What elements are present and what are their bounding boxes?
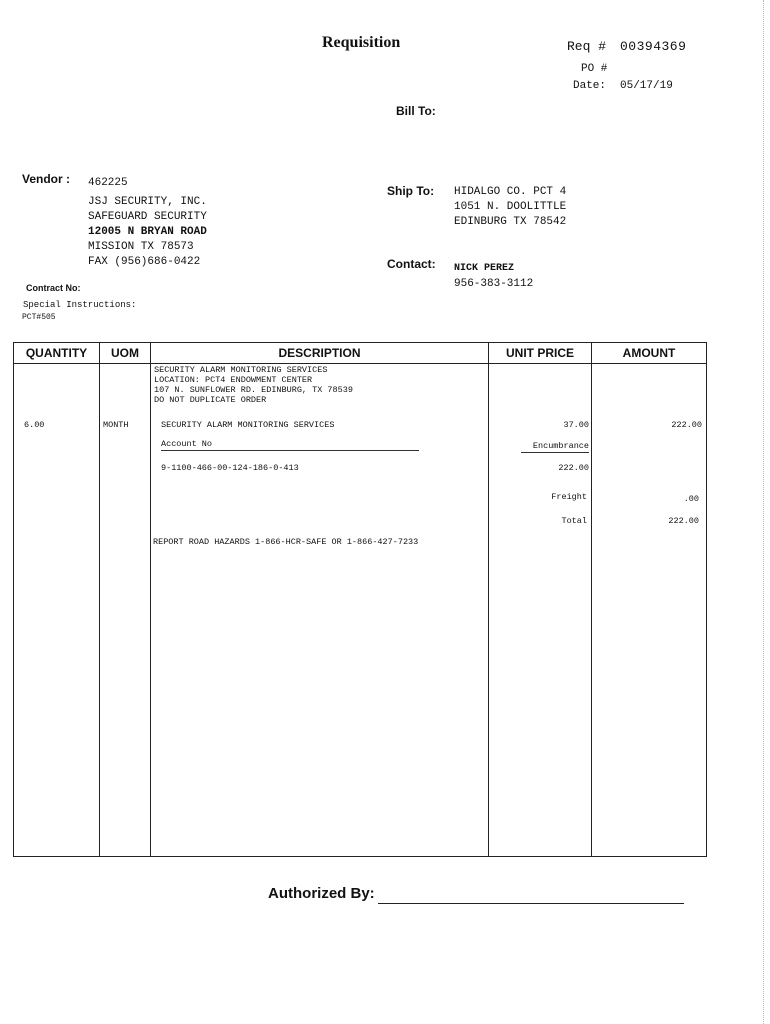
description-notes: [154, 365, 353, 405]
col-header-quantity: QUANTITY: [25, 346, 88, 360]
contract-label: Contract No:: [26, 283, 81, 293]
account-number: 9-1100-466-00-124-186-0-413: [161, 463, 299, 473]
contact-phone: 956-383-3112: [454, 278, 534, 290]
ship-to-address: [454, 185, 566, 230]
po-label: PO #: [581, 63, 608, 75]
encumbrance-label: Encumbrance: [532, 441, 589, 451]
column-divider: [488, 343, 489, 856]
item-amount: 222.00: [671, 420, 702, 430]
ship-to-line: HIDALGO CO. PCT 4: [454, 186, 567, 198]
vendor-line: MISSION TX 78573: [88, 241, 194, 253]
vendor-label: Vendor :: [22, 172, 71, 186]
item-unit-price: 37.00: [563, 420, 589, 430]
freight-value: .00: [683, 494, 699, 504]
vendor-line: SAFEGUARD SECURITY: [88, 211, 207, 223]
road-hazards-note: REPORT ROAD HAZARDS 1-866-HCR-SAFE OR 1-866-427-7233: [153, 537, 419, 547]
req-label: Req #: [567, 39, 607, 54]
special-instructions-value: PCT#505: [22, 313, 56, 322]
date-label: Date:: [573, 80, 607, 92]
total-label: Total: [561, 516, 587, 526]
total-value: 222.00: [668, 516, 699, 526]
account-label: Account No: [161, 439, 213, 449]
item-description: SECURITY ALARM MONITORING SERVICES: [161, 420, 335, 430]
account-underline: [161, 450, 419, 451]
note-line: 107 N. SUNFLOWER RD. EDINBURG, TX 78539: [154, 385, 353, 395]
col-header-unit-price: UNIT PRICE: [505, 346, 574, 360]
vendor-id: 462225: [88, 177, 128, 189]
vendor-line: FAX (956)686-0422: [88, 256, 201, 268]
date-value: 05/17/19: [620, 80, 673, 92]
contact-name: NICK PEREZ: [454, 263, 515, 274]
line-items-table: [13, 342, 707, 857]
note-line: SECURITY ALARM MONITORING SERVICES: [154, 365, 328, 375]
item-uom: MONTH: [103, 420, 129, 430]
header-divider: [14, 363, 706, 364]
note-line: LOCATION: PCT4 ENDOWMENT CENTER: [154, 375, 313, 385]
ship-to-line: 1051 N. DOOLITTLE: [454, 201, 567, 213]
col-header-uom: UOM: [111, 346, 139, 360]
col-header-amount: AMOUNT: [622, 346, 676, 360]
ship-to-label: Ship To:: [387, 184, 435, 198]
freight-label: Freight: [551, 492, 587, 502]
col-header-description: DESCRIPTION: [278, 346, 361, 360]
column-divider: [591, 343, 592, 856]
vendor-line: JSJ SECURITY, INC.: [88, 196, 207, 208]
column-divider: [150, 343, 151, 856]
encumbrance-value: 222.00: [558, 463, 589, 473]
item-quantity: 6.00: [24, 420, 45, 430]
page-title: Requisition: [322, 34, 401, 51]
column-divider: [99, 343, 100, 856]
bill-to-label: Bill To:: [396, 104, 436, 118]
vendor-address: [88, 195, 207, 270]
contact-label: Contact:: [387, 257, 436, 271]
note-line: DO NOT DUPLICATE ORDER: [154, 395, 267, 405]
ship-to-line: EDINBURG TX 78542: [454, 216, 567, 228]
page-edge: [762, 0, 764, 1024]
vendor-line: 12005 N BRYAN ROAD: [88, 226, 207, 238]
signature-line: [378, 903, 684, 904]
encumbrance-underline: [521, 452, 589, 453]
req-number: 00394369: [620, 39, 687, 54]
special-instructions-label: Special Instructions:: [23, 300, 137, 310]
authorized-by-label: Authorized By:: [268, 885, 375, 902]
